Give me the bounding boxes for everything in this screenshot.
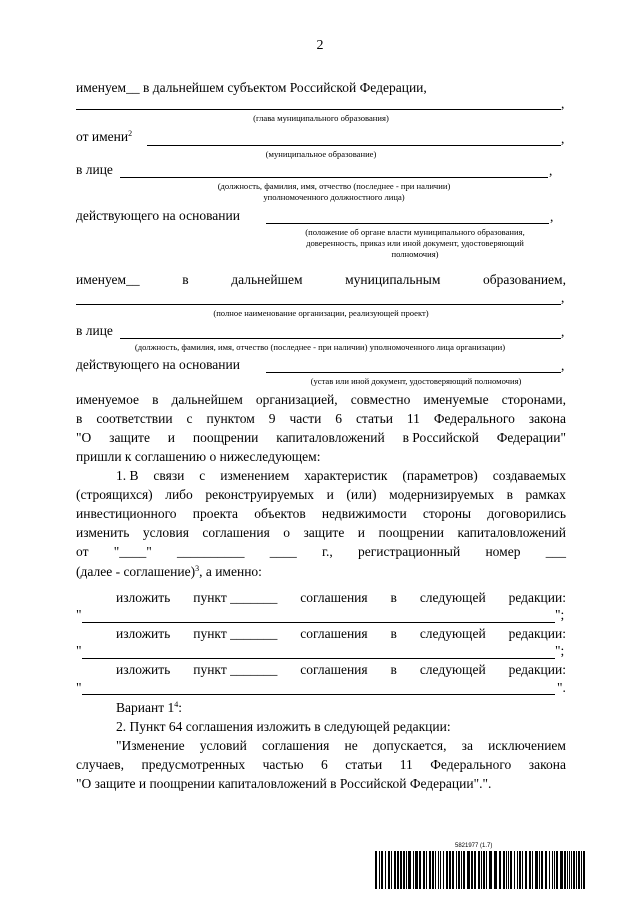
blank-line-person — [120, 177, 548, 178]
page-number: 2 — [316, 38, 324, 53]
barcode-bar — [506, 851, 507, 889]
para1-line3: "О защите и поощрении капиталовложений в Российской Федерации" — [76, 430, 566, 445]
barcode-bar — [446, 851, 448, 889]
barcode-bar — [471, 851, 473, 889]
barcode-bar — [415, 851, 418, 889]
caption-municipality: (муниципальное образование) — [265, 149, 377, 159]
barcode-bar — [499, 851, 501, 889]
barcode-bar — [467, 851, 470, 889]
barcode-bar — [419, 851, 421, 889]
barcode-bar — [391, 851, 392, 889]
caption-head: (глава муниципального образования) — [253, 113, 389, 123]
barcode-bar — [438, 851, 439, 889]
barcode-bar — [443, 851, 444, 889]
comma: , — [561, 324, 565, 339]
barcode-bar — [440, 851, 441, 889]
barcode-bar — [545, 851, 547, 889]
barcode-bar — [535, 851, 538, 889]
barcode-bar — [494, 851, 497, 889]
document-barcode — [375, 843, 587, 891]
barcode-bar — [549, 851, 550, 889]
barcode-bar — [578, 851, 580, 889]
comma: , — [561, 96, 565, 111]
item-1: изложить пункт _______ соглашения в следующей редакции: — [116, 590, 566, 605]
on-behalf-label: от имени — [76, 129, 129, 144]
quote-open: " — [76, 680, 82, 695]
person-label: в лице — [76, 162, 113, 177]
barcode-bar — [517, 851, 518, 889]
barcode-bar — [567, 851, 568, 889]
quote-open: " — [76, 607, 82, 622]
para1-line2: в соответствии с пунктом 9 части 6 статьи 11 Федерального закона — [76, 411, 566, 426]
para4-line1: "Изменение условий соглашения не допускается, за исключением — [116, 738, 566, 753]
para2-line2: (строящихся) либо реконструируемых и (или) модернизируемых в рамках — [76, 487, 566, 502]
barcode-bar — [461, 851, 462, 889]
comma: , — [549, 163, 553, 178]
para1-line4: пришли к соглашению о нижеследующем: — [76, 449, 321, 464]
barcode-bar — [525, 851, 527, 889]
barcode-bar — [463, 851, 465, 889]
barcode-bar — [503, 851, 505, 889]
barcode-bar — [388, 851, 390, 889]
barcode-bar — [519, 851, 521, 889]
blank-line-head — [76, 109, 561, 110]
item-2: изложить пункт _______ соглашения в следующей редакции: — [116, 626, 566, 641]
barcode-bar — [478, 851, 480, 889]
barcode-bar — [569, 851, 570, 889]
blank-line-org-basis — [266, 372, 561, 373]
barcode-bar — [474, 851, 476, 889]
subject-line: именуем__ в дальнейшем субъектом Российской Федерации, — [76, 80, 427, 95]
barcode-bar — [400, 851, 402, 889]
caption-person-2: уполномоченного должностного лица) — [263, 192, 405, 202]
barcode-bar — [583, 851, 585, 889]
barcode-bar — [435, 851, 436, 889]
barcode-bar — [552, 851, 553, 889]
barcode-bar — [375, 851, 377, 889]
barcode-number: 5821977 (1.7) — [455, 843, 493, 849]
para3: 2. Пункт 64 соглашения изложить в следующей редакции: — [116, 719, 451, 734]
caption-basis-1: (положение об органе власти муниципального образования, — [305, 227, 525, 237]
footnote-ref-4: 4 — [174, 700, 179, 709]
on-behalf-line — [76, 129, 566, 145]
para2-line6: (далее - соглашение)$^3$, а именно: — [76, 564, 262, 579]
barcode-bar — [489, 851, 492, 889]
barcode-bar — [486, 851, 487, 889]
barcode-bar — [429, 851, 431, 889]
blank-line-municipality — [147, 145, 561, 146]
caption-org-person: (должность, фамилия, имя, отчество (последнее - при наличии) уполномоченного лица организации) — [134, 342, 506, 352]
barcode-bar — [541, 851, 543, 889]
barcode-bar — [403, 851, 405, 889]
barcode-bar — [581, 851, 582, 889]
para2-line5: от "____" __________ ____ г., регистрационный номер ___ — [76, 544, 566, 559]
item-2-blank — [82, 658, 555, 659]
variant-label: Вариант $1^4$: — [116, 700, 182, 715]
quote-close: "; — [555, 607, 565, 622]
barcode-bar — [514, 851, 515, 889]
caption-org-basis: (устав или иной документ, удостоверяющий полномочия) — [310, 376, 522, 386]
comma: , — [561, 290, 565, 305]
barcode-bar — [573, 851, 575, 889]
barcode-bar — [522, 851, 523, 889]
item-1-blank — [82, 622, 555, 623]
barcode-bar — [423, 851, 425, 889]
org-person-label: в лице — [76, 323, 113, 338]
barcode-bar — [408, 851, 411, 889]
barcode-bar — [394, 851, 396, 889]
blank-line-basis — [266, 223, 549, 224]
barcode-bar — [556, 851, 558, 889]
comma: , — [561, 358, 565, 373]
barcode-bar — [576, 851, 577, 889]
barcode-bar — [381, 851, 383, 889]
para4-line2: случаев, предусмотренных частью 6 статьи 11 Федерального закона — [76, 757, 566, 772]
barcode-bar — [458, 851, 460, 889]
municipal-line: именуем__ в дальнейшем муниципальным образованием, — [76, 272, 566, 287]
comma: , — [550, 209, 554, 224]
caption-basis-3: полномочия) — [391, 249, 439, 259]
quote-close: "; — [555, 643, 565, 658]
barcode-bar — [432, 851, 434, 889]
para2-line1: 1. В связи с изменением характеристик (параметров) создаваемых — [116, 468, 566, 483]
barcode-bar — [481, 851, 482, 889]
org-basis-label: действующего на основании — [76, 357, 240, 372]
barcode-bar — [532, 851, 533, 889]
barcode-bar — [560, 851, 563, 889]
barcode-bar — [571, 851, 572, 889]
barcode-bar — [508, 851, 509, 889]
caption-person-1: (должность, фамилия, имя, отчество (последнее - при наличии) — [217, 181, 451, 191]
caption-org: (полное наименование организации, реализующей проект) — [213, 308, 429, 318]
barcode-bar — [385, 851, 386, 889]
barcode-bar — [397, 851, 399, 889]
barcode-bar — [379, 851, 380, 889]
barcode-bar — [426, 851, 427, 889]
barcode-bar — [564, 851, 566, 889]
barcode-bar — [406, 851, 407, 889]
barcode-bar — [456, 851, 457, 889]
blank-line-org-person — [120, 338, 561, 339]
para2-line3: инвестиционного проекта объектов недвижимости стороны договорились — [76, 506, 566, 521]
footnote-ref-2: 2 — [128, 129, 133, 138]
caption-basis-2: доверенность, приказ или иной документ, удостоверяющий — [306, 238, 524, 248]
barcode-bar — [529, 851, 531, 889]
barcode-bar — [539, 851, 540, 889]
basis-label: действующего на основании — [76, 208, 240, 223]
item-3: изложить пункт _______ соглашения в следующей редакции: — [116, 662, 566, 677]
blank-line-org — [76, 304, 561, 305]
comma: , — [561, 131, 565, 146]
barcode-bar — [483, 851, 485, 889]
barcode-bar — [413, 851, 414, 889]
barcode-bar — [554, 851, 555, 889]
para2-line4: изменить условия соглашения о защите и поощрении капиталовложений — [76, 525, 566, 540]
barcode-bar — [510, 851, 512, 889]
footnote-ref-3: 3 — [195, 564, 200, 573]
quote-open: " — [76, 643, 82, 658]
para1-line1: именуемое в дальнейшем организацией, совместно именуемые сторонами, — [76, 392, 566, 407]
barcode-bar — [452, 851, 454, 889]
para4-line3: "О защите и поощрении капиталовложений в Российской Федерации".". — [76, 776, 492, 791]
barcode-bar — [449, 851, 451, 889]
item-3-blank — [82, 694, 555, 695]
barcode-icon — [375, 851, 587, 891]
quote-close: ". — [557, 680, 566, 695]
